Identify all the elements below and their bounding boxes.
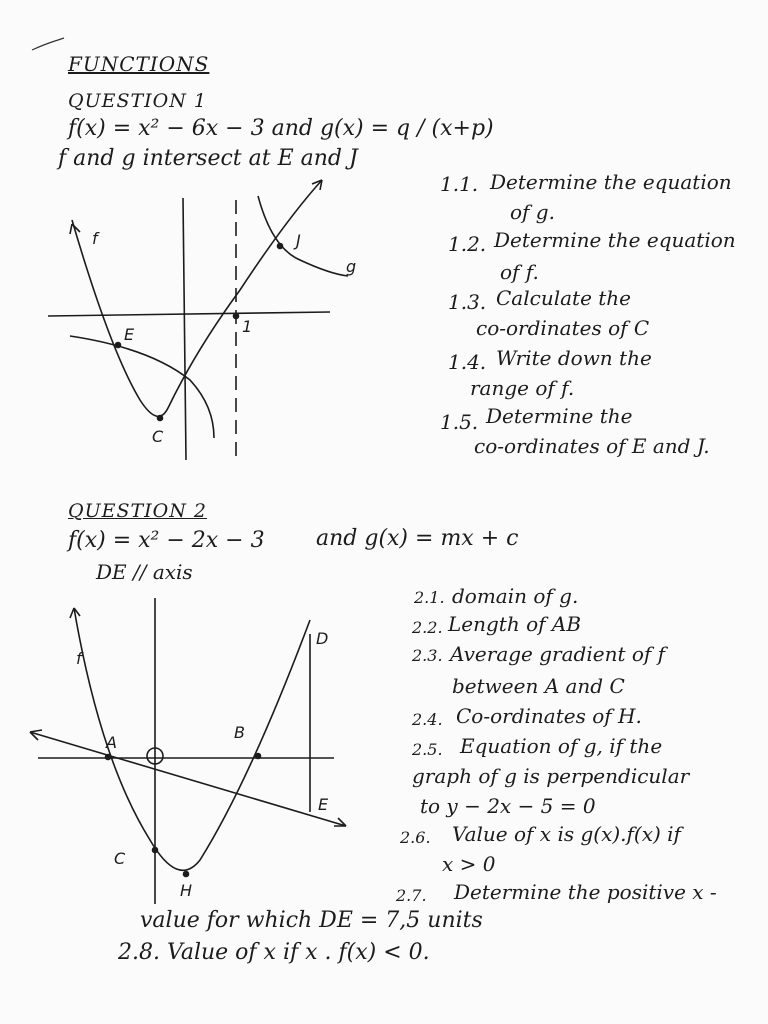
q2-item-text: Length of AB: [448, 612, 582, 636]
q1-y-axis: [183, 198, 186, 460]
q1-item-text: co-ordinates of E and J.: [474, 434, 710, 458]
q1-label-one: 1: [242, 317, 253, 336]
q1-label-c: C: [152, 427, 164, 446]
q2-item-number: 2.1.: [414, 588, 445, 607]
q2-label-d: D: [316, 629, 329, 648]
q1-label-e: E: [124, 325, 135, 344]
question-2-title: QUESTION 2: [68, 500, 207, 522]
q1-item-text: of f.: [500, 260, 539, 284]
q1-item-text: of g.: [510, 200, 555, 224]
q1-item-text: range of f.: [470, 376, 575, 400]
question-1-graph: [48, 180, 348, 462]
question-1-intersection: f and g intersect at E and J: [58, 146, 358, 171]
q1-item-number: 1.1.: [440, 172, 479, 196]
question-1-functions: f(x) = x² − 6x − 3 and g(x) = q / (x+p): [68, 116, 494, 141]
q2-item-text: to y − 2x − 5 = 0: [420, 794, 596, 818]
q1-item-text: Write down the: [496, 346, 652, 370]
point-intercept: [234, 314, 239, 319]
q2-item-number: 2.5.: [412, 740, 443, 759]
q2-item-number: 2.7.: [396, 886, 427, 905]
question-2-de-note: DE // axis: [96, 560, 193, 584]
pen-mark: [32, 38, 64, 50]
q2-label-e: E: [318, 795, 329, 814]
q2-line-g: [30, 732, 346, 826]
q2-label-c: C: [114, 849, 126, 868]
question-2-7-continuation: value for which DE = 7,5 units: [140, 908, 483, 933]
q1-item-text: Determine the equation: [490, 170, 732, 194]
point-c: [153, 848, 158, 853]
q2-item-text: Determine the positive x -: [454, 880, 717, 904]
question-2-g: and g(x) = mx + c: [316, 526, 519, 551]
q1-hyperbola-lower: [70, 336, 214, 438]
point-h: [184, 872, 189, 877]
question-2-graph: [30, 598, 346, 904]
q2-item-number: 2.2.: [412, 618, 443, 637]
q2-label-f: f: [76, 649, 82, 668]
q1-item-number: 1.4.: [448, 350, 487, 374]
q1-hyperbola-upper: [258, 196, 348, 276]
question-2-f: f(x) = x² − 2x − 3: [68, 528, 265, 553]
q1-item-number: 1.3.: [448, 290, 487, 314]
point-j: [278, 244, 283, 249]
page-heading: FUNCTIONS: [68, 52, 210, 76]
point-c: [158, 416, 163, 421]
q1-label-f: f: [92, 229, 98, 248]
q1-label-g: g: [346, 257, 357, 276]
q2-label-a: A: [106, 733, 117, 752]
q1-item-number: 1.2.: [448, 232, 487, 256]
q2-label-h: H: [180, 881, 193, 900]
q1-item-number: 1.5.: [440, 410, 479, 434]
q1-label-j: J: [296, 231, 301, 250]
question-2-8: 2.8. Value of x if x . f(x) < 0.: [118, 940, 430, 965]
q1-item-text: Calculate the: [496, 286, 632, 310]
question-1-title: QUESTION 1: [68, 90, 207, 112]
q2-item-text: Equation of g, if the: [460, 734, 663, 758]
q1-item-text: Determine the: [486, 404, 633, 428]
point-a: [106, 755, 111, 760]
q2-item-text: between A and C: [452, 674, 625, 698]
q2-item-text: Average gradient of f: [450, 642, 666, 666]
q2-item-text: Co-ordinates of H.: [456, 704, 642, 728]
q1-item-text: co-ordinates of C: [476, 316, 650, 340]
q2-item-text: x > 0: [442, 852, 496, 876]
q2-item-text: graph of g is perpendicular: [412, 764, 690, 788]
point-b: [256, 754, 261, 759]
q2-label-b: B: [234, 723, 245, 742]
q2-item-number: 2.3.: [412, 646, 443, 665]
q1-x-axis: [48, 312, 330, 316]
q2-item-number: 2.4.: [412, 710, 443, 729]
q2-item-number: 2.6.: [400, 828, 431, 847]
q1-parabola-f: [72, 180, 322, 416]
q1-item-text: Determine the equation: [494, 228, 736, 252]
q2-item-text: domain of g.: [452, 584, 579, 608]
point-e: [116, 343, 121, 348]
q2-item-text: Value of x is g(x).f(x) if: [452, 822, 681, 846]
